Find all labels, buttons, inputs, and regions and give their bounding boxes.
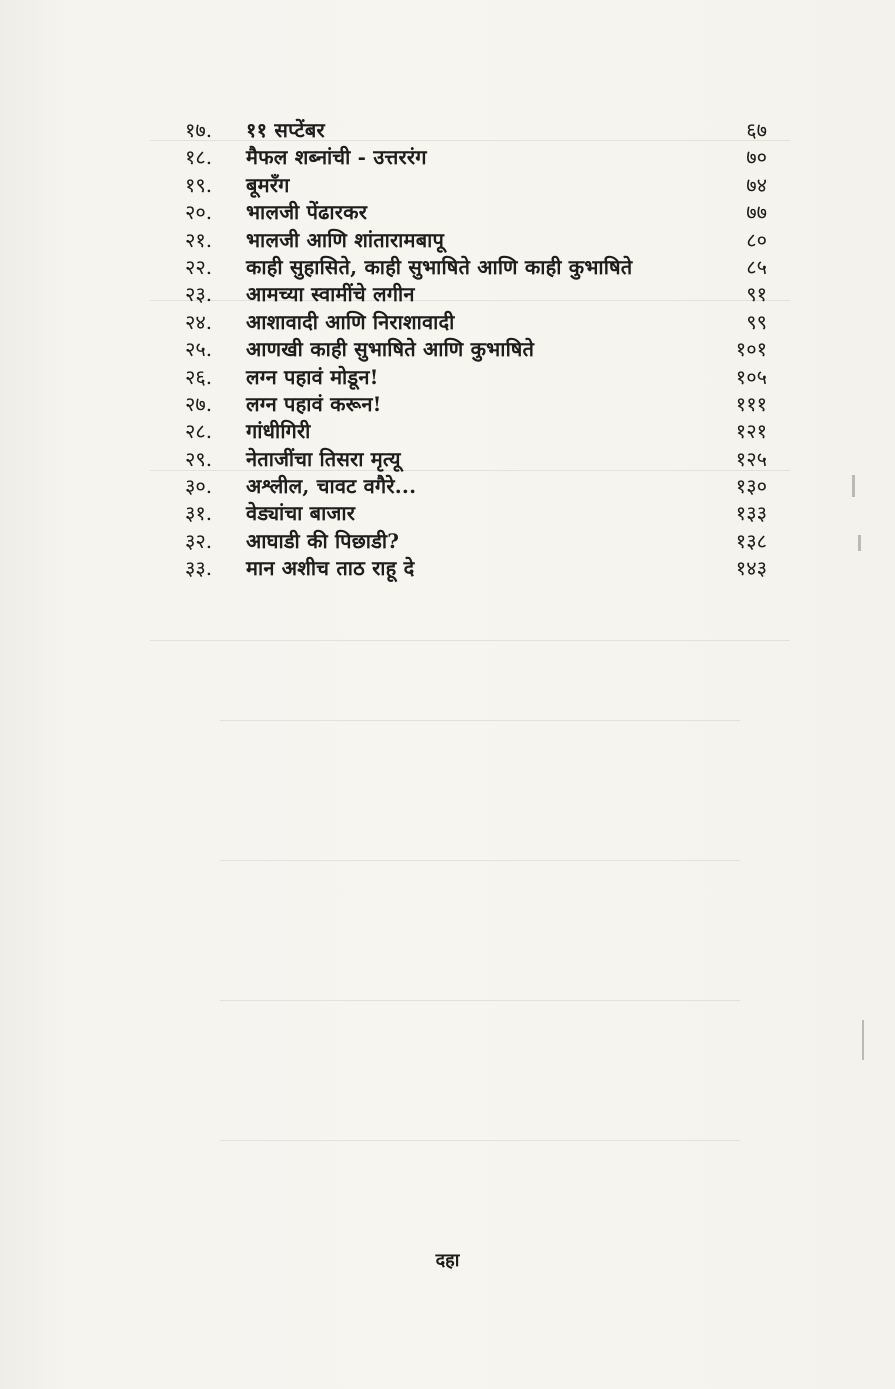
toc-entry-title: नेताजींचा तिसरा मृत्यू xyxy=(246,446,401,471)
toc-entry xyxy=(0,172,895,199)
toc-entry-page: १३० xyxy=(735,474,767,499)
toc-entry-page: १४३ xyxy=(735,556,767,581)
toc-entry-page: १३८ xyxy=(735,528,767,553)
toc-entry-page: ७७ xyxy=(746,200,767,225)
toc-entry xyxy=(0,227,895,254)
toc-entry-page: १३३ xyxy=(735,501,767,526)
toc-entry-title: बूमरँग xyxy=(246,172,290,197)
toc-entry-title: आमच्या स्वामींचे लगीन xyxy=(246,282,415,307)
table-of-contents xyxy=(0,117,895,583)
toc-entry-number: २०. xyxy=(185,200,213,225)
toc-entry-page: १२१ xyxy=(735,419,767,444)
toc-entry-number: २९. xyxy=(185,446,213,471)
toc-entry xyxy=(0,555,895,582)
toc-entry-number: २५. xyxy=(185,337,213,362)
toc-entry xyxy=(0,473,895,500)
toc-entry xyxy=(0,254,895,281)
toc-entry xyxy=(0,199,895,226)
bleed-through-line xyxy=(220,860,740,861)
toc-entry-number: १७. xyxy=(185,118,213,142)
toc-entry-number: १९. xyxy=(185,172,213,197)
toc-entry xyxy=(0,309,895,336)
toc-entry-title: लग्न पहावं करून! xyxy=(246,391,382,416)
toc-entry-page: ९१ xyxy=(746,282,767,307)
toc-entry-number: ३३. xyxy=(185,556,213,581)
toc-entry-page: १२५ xyxy=(735,446,767,471)
bleed-through-line xyxy=(150,640,790,641)
toc-entry-title: आघाडी की पिछाडी? xyxy=(246,528,400,553)
bleed-through-line xyxy=(220,1140,740,1141)
toc-entry xyxy=(0,336,895,363)
toc-entry-title: ११ सप्टेंबर xyxy=(246,118,325,142)
toc-entry xyxy=(0,528,895,555)
toc-entry-page: ६७ xyxy=(746,118,767,142)
toc-entry-title: मैफल शब्नांची - उत्तररंग xyxy=(246,145,427,170)
toc-entry xyxy=(0,446,895,473)
toc-entry-number: १८. xyxy=(185,145,213,170)
toc-entry-page: ७४ xyxy=(746,172,767,197)
toc-entry xyxy=(0,500,895,527)
toc-entry-title: लग्न पहावं मोडून! xyxy=(246,364,379,389)
toc-entry-page: १०५ xyxy=(735,364,767,389)
page-number-footer: दहा xyxy=(435,1250,460,1271)
toc-entry-page: ८० xyxy=(746,227,767,252)
toc-entry xyxy=(0,281,895,308)
stray-mark xyxy=(862,1020,864,1060)
toc-entry xyxy=(0,364,895,391)
toc-entry-number: २२. xyxy=(185,254,213,279)
toc-entry-title: आणखी काही सुभाषिते आणि कुभाषिते xyxy=(246,337,535,362)
toc-entry-number: २३. xyxy=(185,282,213,307)
toc-entry-page: ९९ xyxy=(746,309,767,334)
toc-entry-number: ३२. xyxy=(185,528,213,553)
toc-entry-page: ७० xyxy=(746,145,767,170)
toc-entry-number: २८. xyxy=(185,419,213,444)
toc-entry xyxy=(0,117,895,144)
toc-entry-title: आशावादी आणि निराशावादी xyxy=(246,309,455,334)
toc-entry-title: गांधीगिरी xyxy=(246,419,311,444)
toc-entry-number: २४. xyxy=(185,309,213,334)
toc-entry-title: मान अशीच ताठ राहू दे xyxy=(246,556,415,581)
toc-entry-number: ३०. xyxy=(185,474,213,499)
toc-entry-title: भालजी पेंढारकर xyxy=(246,200,368,225)
toc-entry-page: १११ xyxy=(735,391,767,416)
toc-entry-number: २६. xyxy=(185,364,213,389)
toc-entry xyxy=(0,144,895,171)
bleed-through-line xyxy=(220,1000,740,1001)
toc-entry-page: १०१ xyxy=(735,337,767,362)
toc-entry xyxy=(0,418,895,445)
toc-entry-number: २७. xyxy=(185,391,213,416)
toc-entry-page: ८५ xyxy=(746,254,767,279)
toc-entry-title: भालजी आणि शांतारामबापू xyxy=(246,227,445,252)
toc-entry-title: वेड्यांचा बाजार xyxy=(246,501,356,526)
toc-entry xyxy=(0,391,895,418)
toc-entry-number: ३१. xyxy=(185,501,213,526)
toc-entry-number: २१. xyxy=(185,227,213,252)
toc-entry-title: काही सुहासिते, काही सुभाषिते आणि काही कुभाषिते xyxy=(246,254,633,279)
toc-entry-title: अश्लील, चावट वगैरे... xyxy=(246,474,417,499)
bleed-through-line xyxy=(220,720,740,721)
